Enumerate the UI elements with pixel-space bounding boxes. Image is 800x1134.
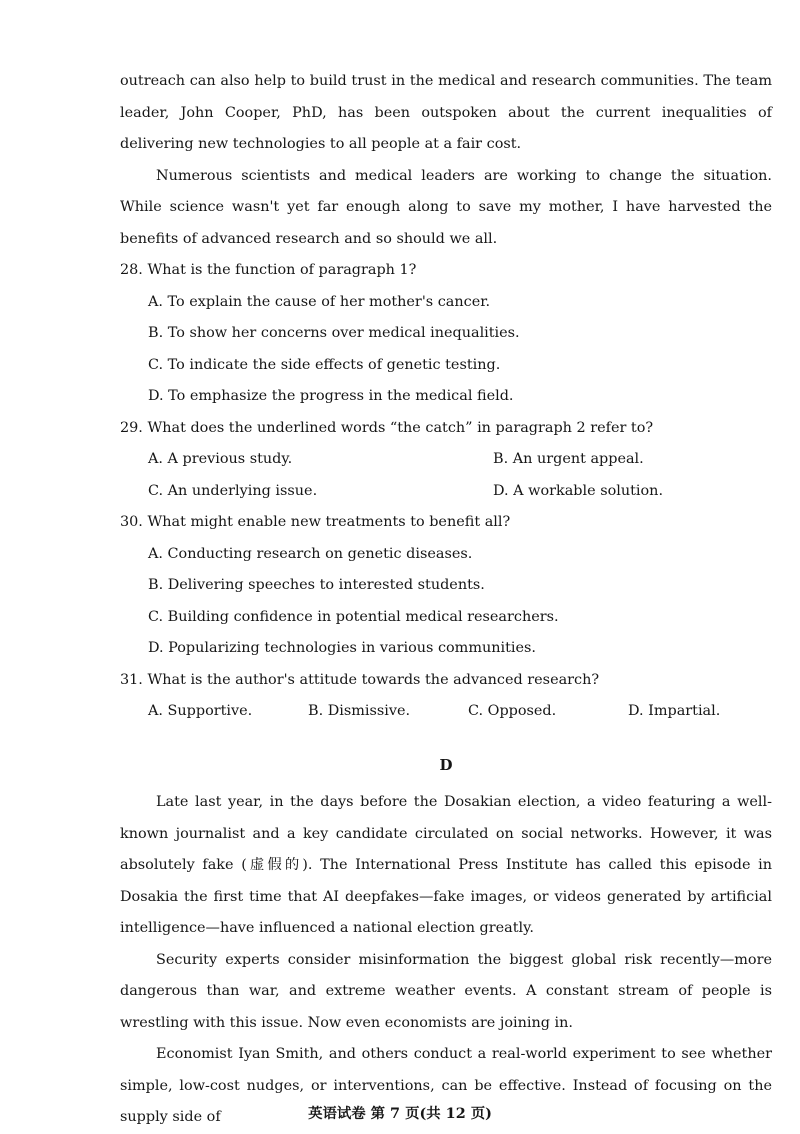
option-a: A. A previous study. [148, 451, 293, 467]
option-row [120, 476, 772, 508]
option-d: D. A workable solution. [493, 482, 664, 499]
option-d: D. Popularizing technologies in various communities. [148, 640, 536, 656]
option-d: D. Impartial. [628, 703, 721, 719]
option-c: C. An underlying issue. [148, 482, 318, 499]
option-b: B. An urgent appeal. [493, 451, 644, 467]
option-a: A. Conducting research on genetic diseases. [148, 545, 473, 562]
option-b: B. To show her concerns over medical inequalities. [148, 325, 520, 341]
page-footer: 英语试卷 第 7 页(共 12 页) [308, 1105, 492, 1122]
question-stem: 31. What is the author's attitude towards the advanced research? [120, 671, 600, 688]
option-c: C. Opposed. [468, 703, 557, 719]
section-d-paragraph: Security experts consider misinformation the biggest global risk recently—more dangerous than war, and extreme weather events. A constant stream of people is wrestling with this issue. Now even economists are joining in. [120, 951, 772, 1031]
option-c: C. Building confidence in potential medical researchers. [148, 608, 559, 625]
option-row [120, 444, 772, 476]
section-d-title: D [439, 755, 453, 774]
question-stem: 28. What is the function of paragraph 1? [120, 262, 417, 278]
passage-c-paragraph: outreach can also help to build trust in the medical and research communities. The team leader, John Cooper, PhD, has been outspoken about the current inequalities of delivering new technologies to all people at a fair cost. [120, 73, 772, 152]
passage-c-paragraph: Numerous scientists and medical leaders are working to change the situation. While science wasn't yet far enough along to save my mother, I have harvested the benefits of advanced research and so should we all. [120, 167, 772, 247]
option-b: B. Dismissive. [308, 703, 411, 719]
question-29 [120, 413, 772, 508]
section-d-paragraph: Economist Iyan Smith, and others conduct a real-world experiment to see whether simple, low-cost nudges, or interventions, can be effective. Instead of focusing on the supply side of [120, 1046, 772, 1125]
option-c: C. To indicate the side effects of genetic testing. [148, 356, 501, 373]
question-stem: 29. What does the underlined words “the catch” in paragraph 2 refer to? [120, 419, 654, 436]
question-stem: 30. What might enable new treatments to benefit all? [120, 514, 511, 530]
question-31 [120, 665, 772, 728]
question-30 [120, 507, 772, 665]
option-b: B. Delivering speeches to interested students. [148, 577, 485, 593]
option-row [120, 696, 772, 728]
section-d-paragraph: Late last year, in the days before the Dosakian election, a video featuring a well-known journalist and a key candidate circulated on social networks. However, it was absolutely fake (虚假的). The International Press Institute has called this episode in Dosakia the first time that AI deepfakes—fake images, or videos generated by artificial intelligence—have influenced a national election greatly. [120, 794, 772, 936]
option-d: D. To emphasize the progress in the medical field. [148, 388, 514, 404]
option-a: A. Supportive. [148, 703, 253, 719]
question-28 [120, 255, 772, 413]
option-a: A. To explain the cause of her mother's cancer. [148, 293, 491, 310]
